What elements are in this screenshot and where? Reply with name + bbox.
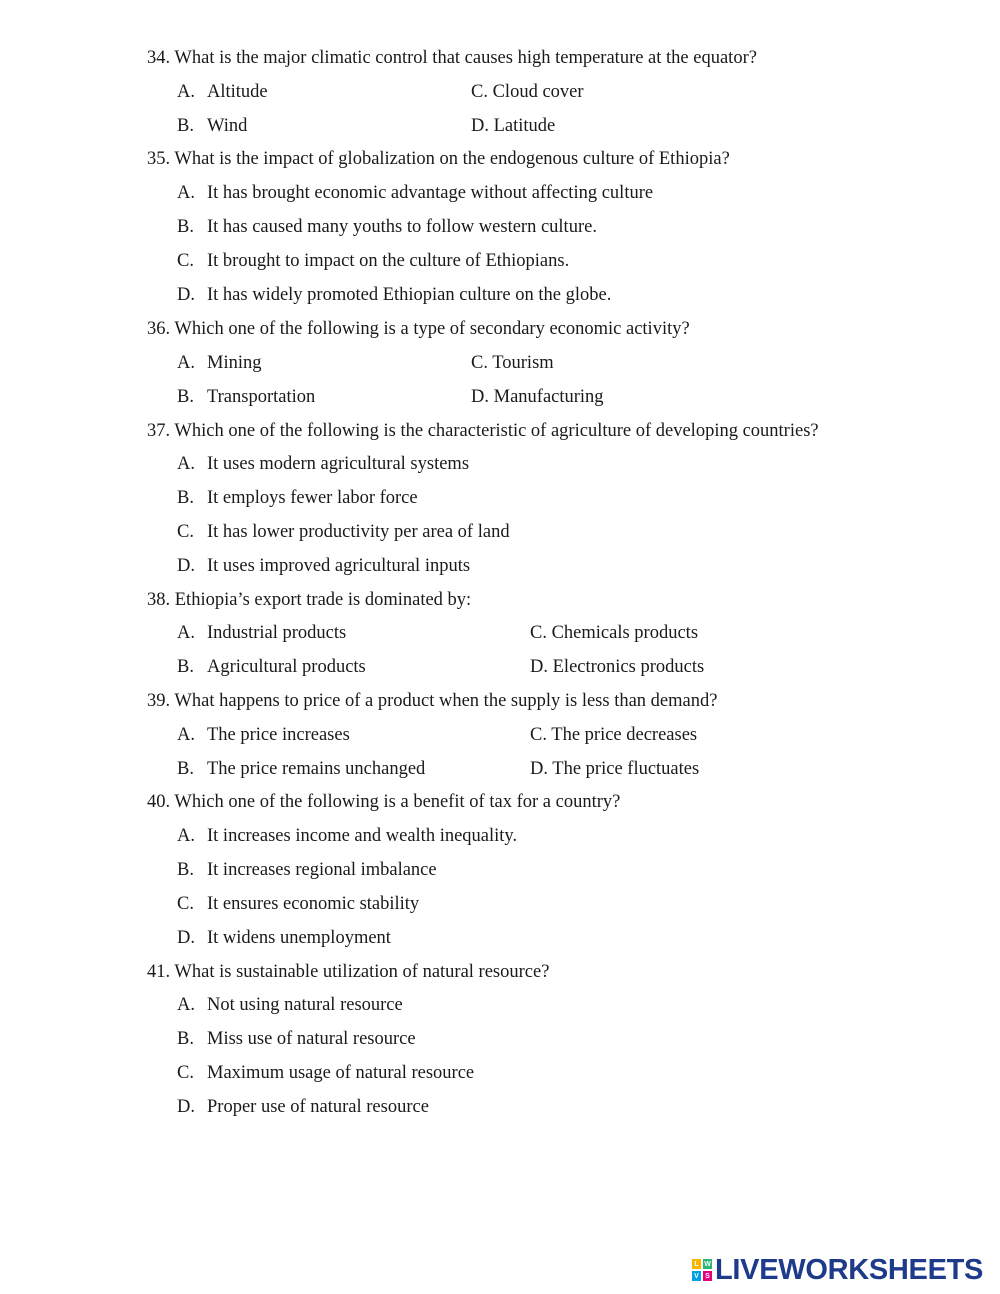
option-text: It brought to impact on the culture of Ethiopians. xyxy=(207,251,570,271)
option-letter: D. xyxy=(471,387,489,407)
option-letter: A. xyxy=(177,353,195,373)
question-37 xyxy=(147,420,819,442)
option-text: Transportation xyxy=(207,387,316,407)
option-text: Mining xyxy=(207,353,262,373)
option-text: It widens unemployment xyxy=(207,928,391,948)
option-text: Electronics products xyxy=(552,657,705,677)
option-letter: A. xyxy=(177,826,195,846)
option-39-a[interactable] xyxy=(177,724,350,746)
option-37-d[interactable] xyxy=(177,555,470,577)
option-text: It increases income and wealth inequality. xyxy=(207,826,518,846)
option-text: Altitude xyxy=(207,82,268,102)
option-text: It has caused many youths to follow western culture. xyxy=(207,217,597,237)
option-36-d[interactable] xyxy=(471,386,604,408)
option-39-c[interactable] xyxy=(530,724,697,746)
option-34-b[interactable] xyxy=(177,115,247,137)
question-number: 40. xyxy=(147,792,171,812)
option-letter: A. xyxy=(177,623,195,643)
question-number: 38. xyxy=(147,590,171,610)
question-text: Which one of the following is a benefit of tax for a country? xyxy=(174,792,621,812)
option-letter: C. xyxy=(530,725,547,745)
option-34-d[interactable] xyxy=(471,115,555,137)
option-41-d[interactable] xyxy=(177,1096,429,1118)
option-37-b[interactable] xyxy=(177,487,418,509)
question-number: 37. xyxy=(147,421,171,441)
option-letter: A. xyxy=(177,454,195,474)
question-text: What is the impact of globalization on the endogenous culture of Ethiopia? xyxy=(174,149,730,169)
option-41-a[interactable] xyxy=(177,994,403,1016)
option-35-c[interactable] xyxy=(177,250,569,272)
option-text: Wind xyxy=(207,116,248,136)
option-text: Cloud cover xyxy=(492,82,584,102)
option-letter: B. xyxy=(177,488,194,508)
option-text: The price decreases xyxy=(551,725,698,745)
option-37-a[interactable] xyxy=(177,453,469,475)
logo-mark-cell: L xyxy=(692,1259,701,1269)
option-letter: B. xyxy=(177,387,194,407)
question-35 xyxy=(147,148,730,170)
option-text: Industrial products xyxy=(207,623,347,643)
option-text: Proper use of natural resource xyxy=(207,1097,429,1117)
option-38-c[interactable] xyxy=(530,622,698,644)
option-letter: D. xyxy=(530,657,548,677)
question-number: 34. xyxy=(147,48,171,68)
option-text: The price increases xyxy=(207,725,350,745)
option-text: Latitude xyxy=(493,116,556,136)
question-text: Which one of the following is a type of secondary economic activity? xyxy=(174,319,690,339)
option-34-a[interactable] xyxy=(177,81,268,103)
option-36-c[interactable] xyxy=(471,352,554,374)
logo-mark-cell: V xyxy=(692,1271,701,1281)
option-38-a[interactable] xyxy=(177,622,346,644)
question-40 xyxy=(147,791,620,813)
option-text: It employs fewer labor force xyxy=(207,488,418,508)
option-40-a[interactable] xyxy=(177,825,517,847)
question-text: What happens to price of a product when the supply is less than demand? xyxy=(174,691,718,711)
logo-mark-cell: W xyxy=(704,1260,711,1268)
option-letter: A. xyxy=(177,82,195,102)
question-text: Which one of the following is the characteristic of agriculture of developing countries? xyxy=(174,421,819,441)
option-letter: A. xyxy=(177,183,195,203)
question-number: 35. xyxy=(147,149,171,169)
option-text: It ensures economic stability xyxy=(207,894,420,914)
option-39-d[interactable] xyxy=(530,758,699,780)
option-letter: A. xyxy=(177,995,195,1015)
option-39-b[interactable] xyxy=(177,758,425,780)
question-34 xyxy=(147,47,757,69)
option-text: It has lower productivity per area of land xyxy=(207,522,510,542)
option-letter: C. xyxy=(471,82,488,102)
option-40-d[interactable] xyxy=(177,927,391,949)
liveworksheets-mark-icon xyxy=(692,1259,712,1281)
logo-mark-cell: S xyxy=(703,1271,712,1281)
option-37-c[interactable] xyxy=(177,521,510,543)
option-36-a[interactable] xyxy=(177,352,261,374)
option-letter: C. xyxy=(530,623,547,643)
liveworksheets-logo[interactable] xyxy=(692,1254,983,1286)
option-text: It has brought economic advantage without affecting culture xyxy=(207,183,654,203)
option-letter: D. xyxy=(471,116,489,136)
option-40-c[interactable] xyxy=(177,893,419,915)
option-letter: D. xyxy=(177,285,195,305)
option-letter: D. xyxy=(177,556,195,576)
question-text: Ethiopia’s export trade is dominated by: xyxy=(174,590,472,610)
logo-text: LIVEWORKSHEETS xyxy=(715,1253,984,1286)
option-letter: C. xyxy=(177,522,194,542)
option-text: Miss use of natural resource xyxy=(207,1029,416,1049)
option-text: Agricultural products xyxy=(207,657,366,677)
option-text: The price fluctuates xyxy=(552,759,700,779)
option-letter: C. xyxy=(177,894,194,914)
option-text: Chemicals products xyxy=(551,623,699,643)
question-number: 39. xyxy=(147,691,171,711)
option-35-b[interactable] xyxy=(177,216,597,238)
option-letter: C. xyxy=(177,251,194,271)
option-letter: B. xyxy=(177,860,194,880)
option-letter: B. xyxy=(177,759,194,779)
question-number: 36. xyxy=(147,319,171,339)
question-36 xyxy=(147,318,690,340)
option-letter: B. xyxy=(177,116,194,136)
option-34-c[interactable] xyxy=(471,81,584,103)
question-text: What is sustainable utilization of natural resource? xyxy=(174,962,550,982)
option-text: Maximum usage of natural resource xyxy=(207,1063,475,1083)
option-38-d[interactable] xyxy=(530,656,704,678)
option-text: Not using natural resource xyxy=(207,995,403,1015)
option-letter: A. xyxy=(177,725,195,745)
option-letter: B. xyxy=(177,217,194,237)
option-38-b[interactable] xyxy=(177,656,366,678)
question-38 xyxy=(147,589,471,611)
option-text: The price remains unchanged xyxy=(207,759,426,779)
question-39 xyxy=(147,690,717,712)
option-41-c[interactable] xyxy=(177,1062,474,1084)
option-text: It uses improved agricultural inputs xyxy=(207,556,471,576)
option-letter: B. xyxy=(177,657,194,677)
option-text: It has widely promoted Ethiopian culture on the globe. xyxy=(207,285,612,305)
option-35-d[interactable] xyxy=(177,284,611,306)
option-letter: D. xyxy=(177,928,195,948)
option-41-b[interactable] xyxy=(177,1028,416,1050)
option-text: Tourism xyxy=(492,353,554,373)
option-text: It uses modern agricultural systems xyxy=(207,454,470,474)
option-letter: D. xyxy=(530,759,548,779)
question-number: 41. xyxy=(147,962,171,982)
option-36-b[interactable] xyxy=(177,386,315,408)
option-letter: B. xyxy=(177,1029,194,1049)
option-40-b[interactable] xyxy=(177,859,437,881)
question-text: What is the major climatic control that causes high temperature at the equator? xyxy=(174,48,757,68)
option-letter: D. xyxy=(177,1097,195,1117)
option-35-a[interactable] xyxy=(177,182,653,204)
option-letter: C. xyxy=(177,1063,194,1083)
option-text: It increases regional imbalance xyxy=(207,860,437,880)
option-letter: C. xyxy=(471,353,488,373)
question-41 xyxy=(147,961,549,983)
option-text: Manufacturing xyxy=(493,387,604,407)
